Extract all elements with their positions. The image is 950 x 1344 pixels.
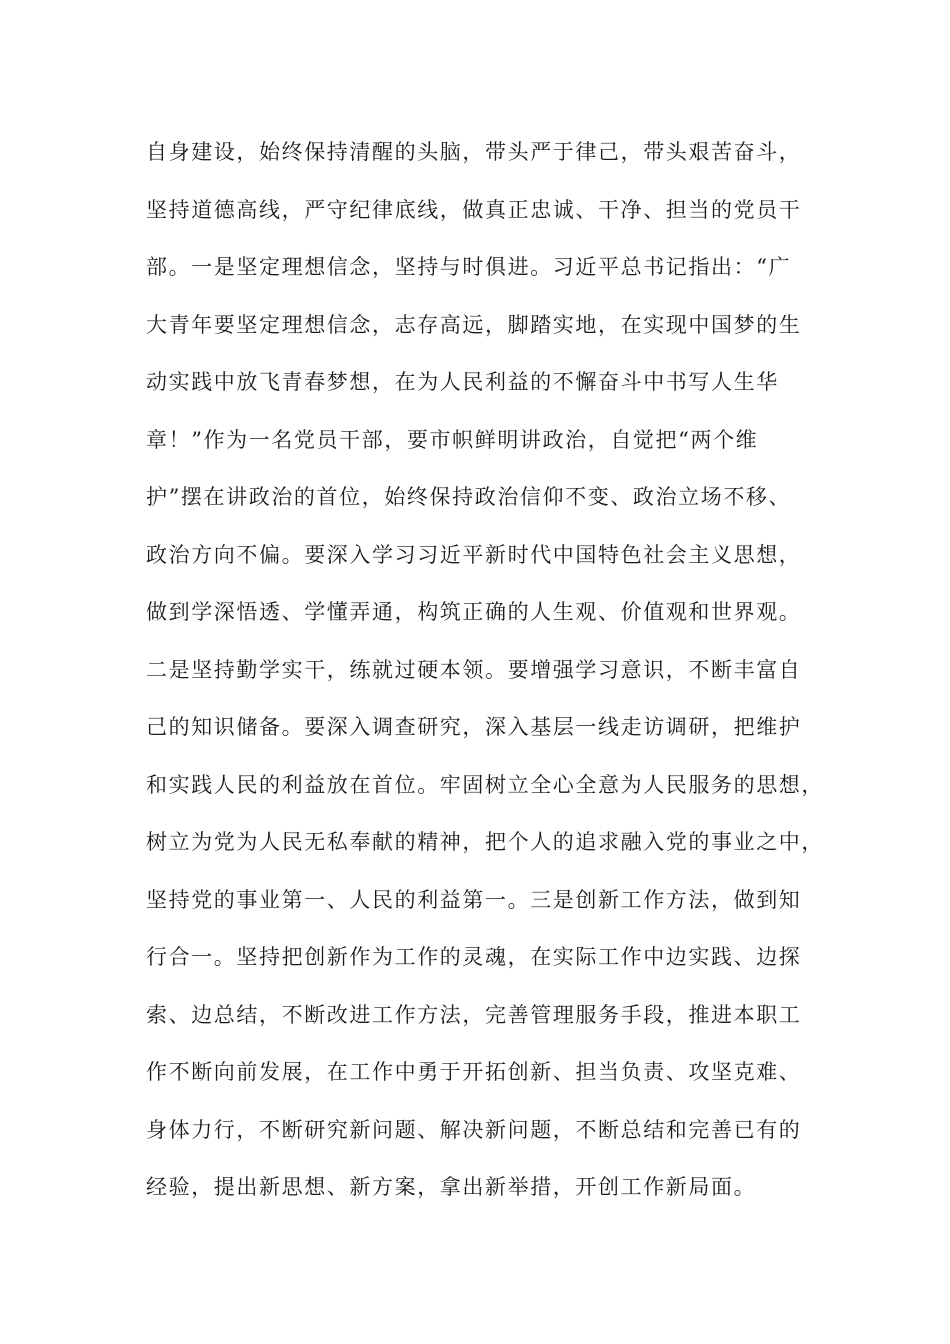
- text-line: 坚持道德高线，严守纪律底线，做真正忠诚、干净、担当的党员干: [146, 197, 802, 222]
- text-line: 护”摆在讲政治的首位，始终保持政治信仰不变、政治立场不移、: [146, 485, 792, 509]
- text-line: 自身建设，始终保持清醒的头脑，带头严于律己，带头艰苦奋斗，: [146, 140, 802, 164]
- text-line: 做到学深悟透、学懂弄通，构筑正确的人生观、价值观和世界观。: [146, 600, 802, 624]
- text-line: 行合一。坚持把创新作为工作的灵魂，在实际工作中边实践、边探: [146, 945, 802, 969]
- text-line: 坚持党的事业第一、人民的利益第一。三是创新工作方法，做到知: [146, 887, 802, 912]
- text-line: 树立为党为人民无私奉献的精神，把个人的追求融入党的事业之中，: [146, 830, 824, 854]
- text-line: 二是坚持勤学实干，练就过硬本领。要增强学习意识，不断丰富自: [146, 657, 802, 682]
- text-line: 己的知识储备。要深入调查研究，深入基层一线走访调研，把维护: [146, 715, 802, 739]
- text-line: 政治方向不偏。要深入学习习近平新时代中国特色社会主义思想，: [146, 542, 802, 567]
- text-line: 章！”作为一名党员干部，要市帜鲜明讲政治，自觉把“两个维: [146, 427, 759, 452]
- text-line: 经验，提出新思想、新方案，拿出新举措，开创工作新局面。: [146, 1175, 757, 1199]
- text-line: 动实践中放飞青春梦想，在为人民利益的不懈奋斗中书写人生华: [146, 370, 779, 394]
- text-line: 部。一是坚定理想信念，坚持与时俱进。习近平总书记指出：“广: [146, 255, 792, 279]
- body-text: [146, 130, 836, 1223]
- text-line: 作不断向前发展，在工作中勇于开拓创新、担当负责、攻坚克难、: [146, 1060, 802, 1084]
- text-line: 大青年要坚定理想信念，志存高远，脚踏实地，在实现中国梦的生: [146, 312, 802, 337]
- text-line: 和实践人民的利益放在首位。牢固树立全心全意为人民服务的思想，: [146, 772, 824, 797]
- text-line: 索、边总结，不断改进工作方法，完善管理服务手段，推进本职工: [146, 1002, 802, 1027]
- text-line: 身体力行，不断研究新问题、解决新问题，不断总结和完善已有的: [146, 1117, 802, 1142]
